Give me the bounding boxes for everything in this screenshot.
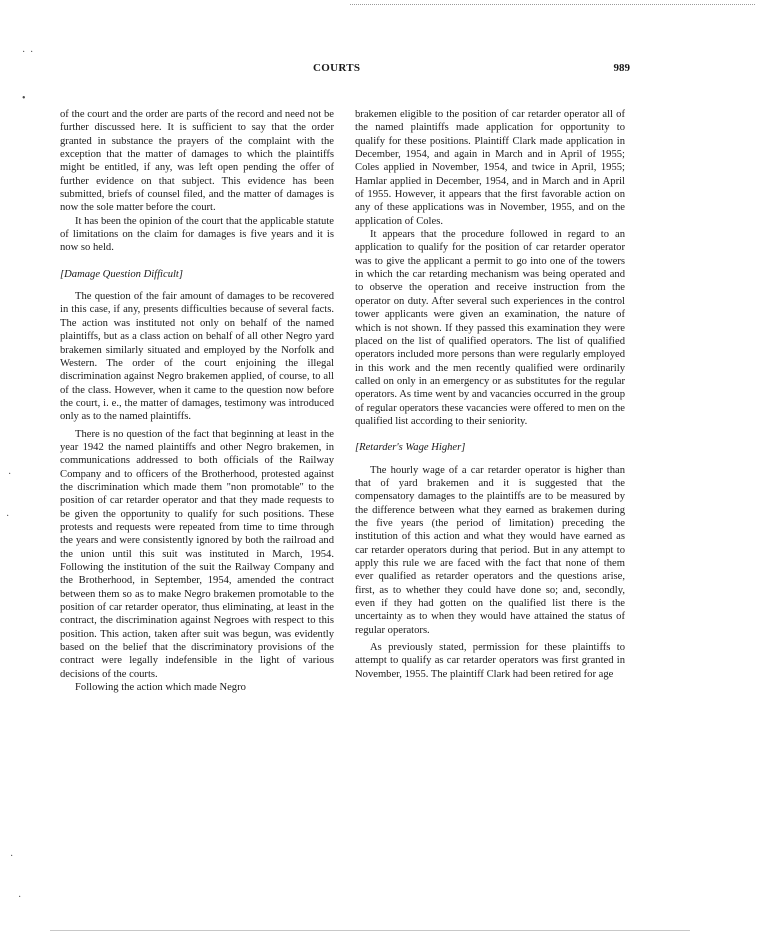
margin-speck: · (30, 47, 34, 58)
section-heading: [Retarder's Wage Higher] (355, 442, 466, 454)
paragraph: There is no question of the fact that beginning at least in the year 1942 the named plaintiffs and other Negro brakemen, in communications addressed to both officials of the Railway Company and to officers of the Brotherhood, protested against the discrimination which made them "non promotable" to the position of car retarder operator and that they made requests to be given the opportunity to qualify for such positions. These protests and requests were repeated from time to time through the years and were consistently ignored by both the railroad and the union until this suit was instituted in March, 1954. Following the institution of the suit the Railway Company and the Brotherhood, in September, 1954, amended the contract between them so as to make Negro brakemen promotable to the position of car retarder operator, thus eliminating, at least in the contract, the discrimination against Negroes with respect to this position. This action, taken after suit was begun, was evidently based on the belief that the discriminatory provisions of the contract were legally indefensible in the light of various decisions of the courts. (60, 428, 334, 680)
paragraph: It appears that the procedure followed in regard to an application to qualify for the position of car retarder operator was to give the applicant a permit to go into one of the towers in which the car retarding mechanism was being operated and to observe the operation and receive instruction from the operator on duty. After several such experiences in the control tower applicants were given an examination, the nature of which is not shown. If they passed this examination they were placed on the list of qualified operators. The list of qualified operators included more persons than were regularly employed in this work and the men recently qualified were ordinarily called on only in an emergency or as substitutes for the regular operators. As time went by and vacancies occurred in the group of regular operators these vacancies were offered to men on the qualified list according to their seniority. (355, 229, 625, 427)
margin-speck: • (22, 93, 26, 104)
paragraph: of the court and the order are parts of the record and need not be further discussed here. It is sufficient to say that the order granted in substance the prayers of the complaint with the exception that the matter of damages to which the plaintiffs might be entitled, if any, was left open pending the offer of further evidence on that subject. This evidence has been submitted, briefs of counsel filed, and the matter of damages is now the sole matter before the court. (60, 109, 334, 214)
margin-speck: · (22, 47, 26, 58)
margin-speck: · (6, 511, 10, 522)
margin-speck: · (10, 851, 14, 862)
left-column (60, 108, 334, 694)
section-heading: [Damage Question Difficult] (60, 268, 183, 280)
paragraph: The question of the fair amount of damages to be recovered in this case, if any, presents difficulties because of several facts. The action was instituted not only on behalf of the named plaintiffs, but as a class action on behalf of all other Negro yard brakemen similarly situated and employed by the Norfolk and Western. The order of the court enjoining the illegal discrimination against Negro brakemen applied, of course, to all of the class. However, when it came to the question now before the court, i. e., the matter of damages, testimony was introduced only as to the named plaintiffs. (60, 291, 334, 423)
page-number: 989 (613, 62, 630, 74)
paragraph: The hourly wage of a car retarder operator is higher than that of yard brakemen and it is suggested that the compensatory damages to the plaintiffs are to be measured by the difference between what they earned as brakemen during the five years (the period of limitation) preceding the institution of this action and what they would have earned as car retarder operators during that period. But in any attempt to apply this rule we are faced with the fact that none of them ever qualified as retarder operators and the questions arise, first, as to whether they could have done so; and, secondly, even if they had gotten on the qualified list there is the uncertainty as to when they would have attained the status of regular operators. (355, 464, 625, 636)
bottom-rule (50, 930, 690, 931)
right-column (355, 108, 625, 681)
header-title: COURTS (313, 62, 361, 74)
paragraph: Following the action which made Negro (75, 682, 246, 694)
margin-speck: · (18, 892, 22, 903)
paragraph: brakemen eligible to the position of car retarder operator all of the named plaintiffs made application for opportunity to qualify for these positions. Plaintiff Clark made application in December, 1954, and again in March and in April of 1955; Coles applied in November, 1954, and twice in April, 1955; Hamlar applied in December, 1954, and in March and in April of 1955. However, it appears that the first favorable action on any of these applications was in November, 1955, and on the application of Coles. (355, 109, 625, 227)
margin-speck: · (8, 469, 12, 480)
paragraph: As previously stated, permission for these plaintiffs to attempt to qualify as car retarder operators was first granted in November, 1955. The plaintiff Clark had been retired for age (355, 642, 625, 680)
paragraph: It has been the opinion of the court that the applicable statute of limitations on the claim for damages is five years and it is now so held. (60, 215, 334, 254)
top-dotted-rule (350, 4, 755, 5)
running-header (60, 62, 630, 78)
